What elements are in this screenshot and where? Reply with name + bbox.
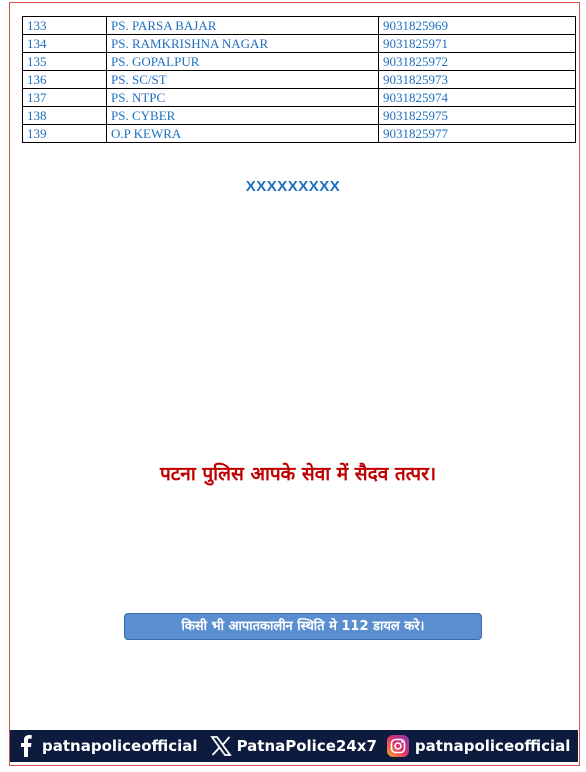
station-name-cell: PS. RAMKRISHNA NAGAR xyxy=(107,35,379,53)
phone-number-cell: 9031825974 xyxy=(379,89,576,107)
serial-number-cell: 135 xyxy=(23,53,107,71)
station-name-cell: PS. NTPC xyxy=(107,89,379,107)
station-name-cell: PS. CYBER xyxy=(107,107,379,125)
serial-number-cell: 138 xyxy=(23,107,107,125)
table-row xyxy=(23,89,576,107)
slogan-text: पटना पुलिस आपके सेवा में सैदव तत्पर। xyxy=(159,463,437,485)
station-name-cell: PS. PARSA BAJAR xyxy=(107,17,379,35)
serial-number-cell: 133 xyxy=(23,17,107,35)
phone-number-cell: 9031825975 xyxy=(379,107,576,125)
table-row xyxy=(23,107,576,125)
x-link[interactable] xyxy=(198,735,377,757)
x-icon xyxy=(210,735,232,757)
serial-number-cell: 136 xyxy=(23,71,107,89)
station-name-cell: PS. SC/ST xyxy=(107,71,379,89)
separator-text: XXXXXXXXX xyxy=(245,178,341,195)
facebook-icon xyxy=(16,734,36,758)
serial-number-cell: 139 xyxy=(23,125,107,143)
table-row xyxy=(23,71,576,89)
station-name-cell: PS. GOPALPUR xyxy=(107,53,379,71)
instagram-link[interactable] xyxy=(377,735,571,757)
phone-number-cell: 9031825971 xyxy=(379,35,576,53)
social-footer xyxy=(10,730,578,762)
instagram-handle: patnapoliceofficial xyxy=(414,737,571,755)
serial-number-cell: 137 xyxy=(23,89,107,107)
facebook-handle: patnapoliceofficial xyxy=(42,737,198,755)
table-row xyxy=(23,17,576,35)
x-handle: PatnaPolice24x7 xyxy=(236,737,377,755)
phone-number-cell: 9031825977 xyxy=(379,125,576,143)
table-row xyxy=(23,125,576,143)
police-station-table xyxy=(22,16,576,143)
phone-number-cell: 9031825969 xyxy=(379,17,576,35)
phone-number-cell: 9031825973 xyxy=(379,71,576,89)
emergency-banner: किसी भी आपातकालीन स्थिति मे 112 डायल करे। xyxy=(124,613,482,640)
table-row xyxy=(23,35,576,53)
table-body xyxy=(23,17,576,143)
phone-number-cell: 9031825972 xyxy=(379,53,576,71)
table-row xyxy=(23,53,576,71)
station-name-cell: O.P KEWRA xyxy=(107,125,379,143)
instagram-icon xyxy=(387,735,409,757)
serial-number-cell: 134 xyxy=(23,35,107,53)
facebook-link[interactable] xyxy=(10,734,198,758)
